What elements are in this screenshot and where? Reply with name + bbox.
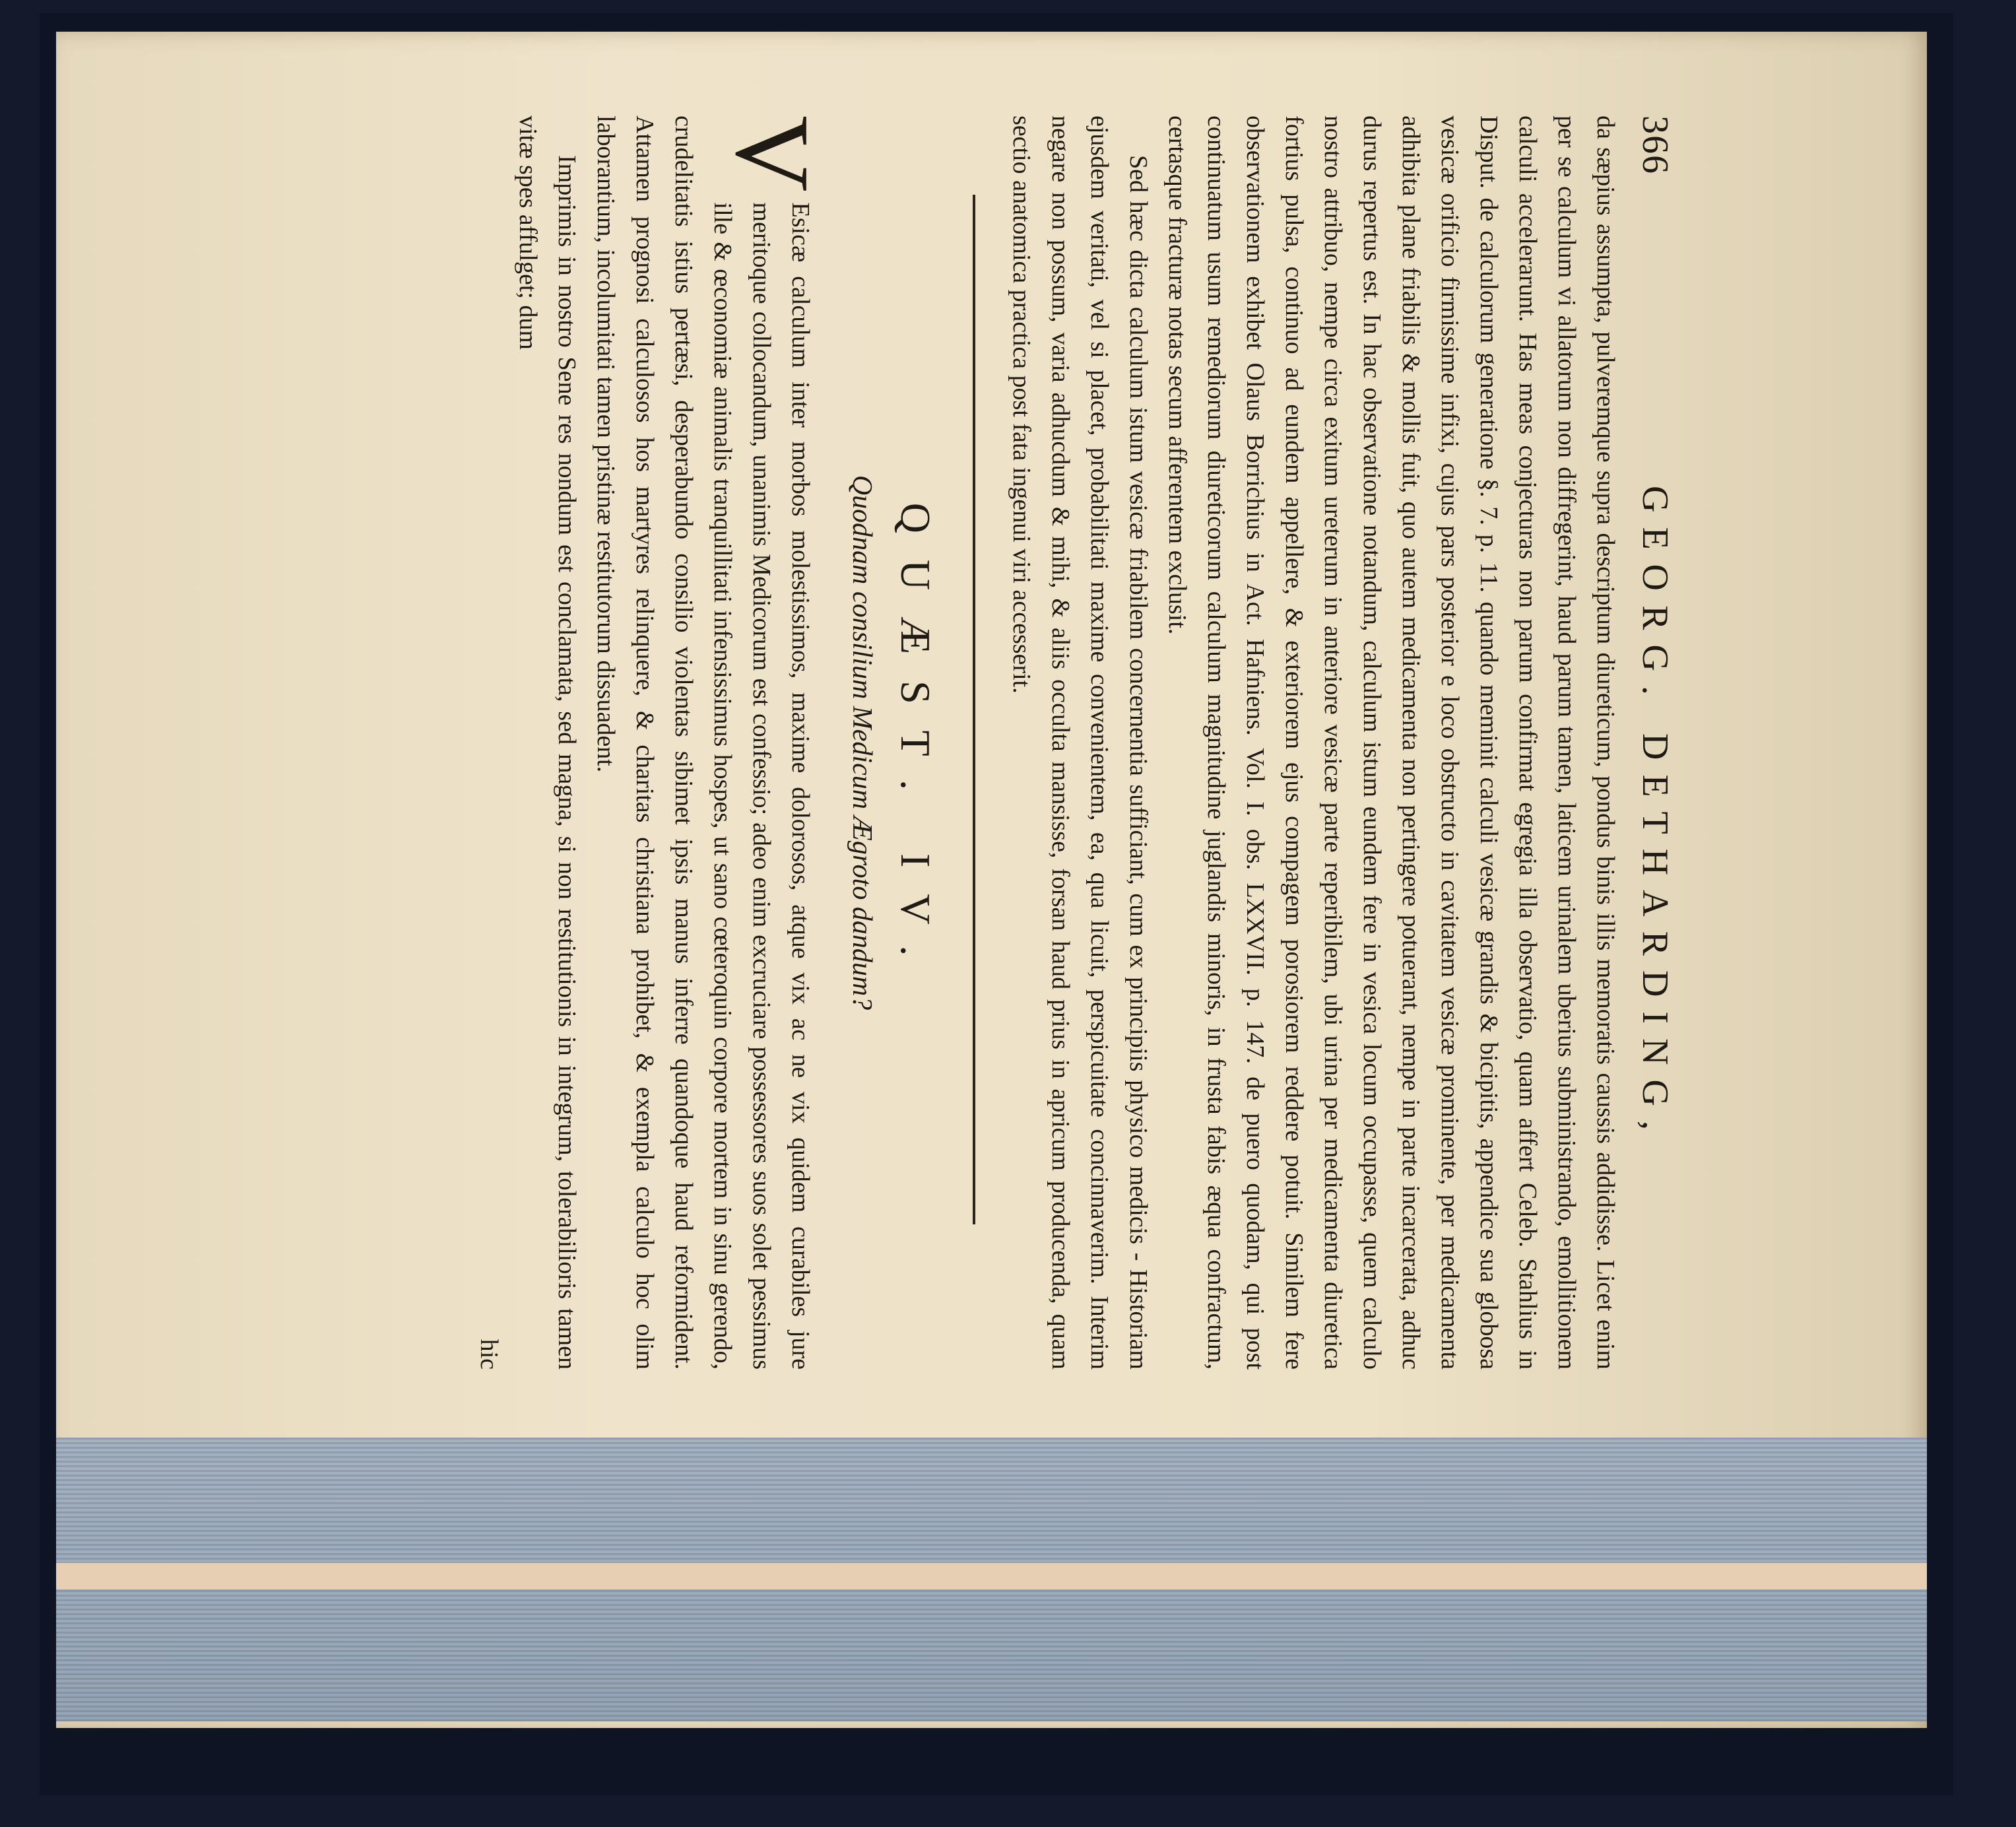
paragraph-4-text: Imprimis in nostro Sene res nondum est conclamata, sed magna, si non restitutionis in integrum, tolerabilioris tamen vitæ spes affulget; dum xyxy=(514,116,581,1370)
page-number: 366 xyxy=(1635,116,1675,175)
paragraph-2-text: Sed hæc dicta calculum istum vesicæ friabilem concernentia sufficiant, cum ex principiis physico medicis - Historiam ejusdem veritati, vel si placet, probabilitati maxime convenientem, ea, qua licuit, perspicuitate concinnaverim. Interim negare non possum, varia adhucdum & mihi, & aliis occulta mansisse, forsan haud prius in apricum producenda, quam sectio anatomica practica post fata ingenui viri accesserit. xyxy=(1008,116,1152,1370)
paragraph-1: da sæpius assumpta, pulveremque supra descriptum diureticum, pondus binis illis memoratis caussis addidisse. Licet enim per se calculum vi allatorum non diffregerint, haud parum tamen, laticem urinalem uberius subministrando, emollitionem calculi accelerarunt. Has meas conjecturas non parum confirmat egregia illa observatio, quam affert Celeb. Stahlius in Disput. de calculorum generatione §. 7. p. 11. quando meminit calculi vesicæ grandis & bicipitis, appendice sua globosa vesicæ orificio firmissime infixi, cujus pars posterior e loco obstructo in cavitatem vesicæ prominente, per medicamenta adhibita plane friabilis & mollis fuit, quo autem medicamenta non pertingere potuerant, nempe in parte incarcerata, adhuc durus repertus est. In hac observatione notandum, calculum istum eundem fere in vesica locum occupasse, quem calculo nostro attribuo, nempe circa exitum ureterum in anteriore vesicæ parte reperibilem, ubi urina per medicamenta diuretica fortius pulsa, continuo ad eundem appellere, & exteriorem ejus compagem porosiorem reddere potuit. Similem fere observationem exhibet Olaus Borrichius in Act. Hafniens. Vol. I. obs. LXXVII. p. 147. de puero quodam, qui post continuatum usum remediorum diureticorum calculum magnitudine juglandis minoris, in frusta fabis æqua confractum, certasque fracturæ notas secum afferentem exclusit. xyxy=(1163,116,1619,1370)
question-subtitle: Quodnam consilium Medicum Ægroto dandum? xyxy=(847,475,877,1011)
page-edge-band xyxy=(56,1563,1927,1589)
drop-cap: V xyxy=(714,116,831,192)
page-header xyxy=(1634,116,1676,1370)
section-rule xyxy=(973,195,975,1224)
rotated-page-content xyxy=(53,116,1689,1370)
question-title: QUÆST. IV. xyxy=(892,502,939,983)
paragraph-3-text: Esicæ calculum inter morbos molestissimos, maxime dolorosos, atque vix ac ne vix quidem curabiles jure meritoque collocandum, unanimis Medicorum est confessio; adeo enim excruciare possessores suos solet pessimus ille & œconomiæ animalis tranquillitati infensissimus hospes, ut sano cœteroquin corpore mortem in sinu gerendo, crudelitatis istius pertæsi, desperabundo consilio violentas sibimet ipsis manus inferre quandoque haud reformident. Attamen prognosi calculosos hos martyres relinquere, & charitas christiana prohibet, & exempla calculo hoc olim laborantium, incolumitati tamen pristinæ restitutorum dissuadent. xyxy=(592,116,814,1370)
page-edges xyxy=(56,1438,1927,1721)
running-head: GEORG. DETHARDING, xyxy=(1635,486,1675,1145)
catchword: hic xyxy=(475,1339,503,1370)
paragraph-2 xyxy=(1002,116,1157,1370)
paragraph-3 xyxy=(586,116,831,1370)
paragraph-4 xyxy=(508,116,586,1370)
